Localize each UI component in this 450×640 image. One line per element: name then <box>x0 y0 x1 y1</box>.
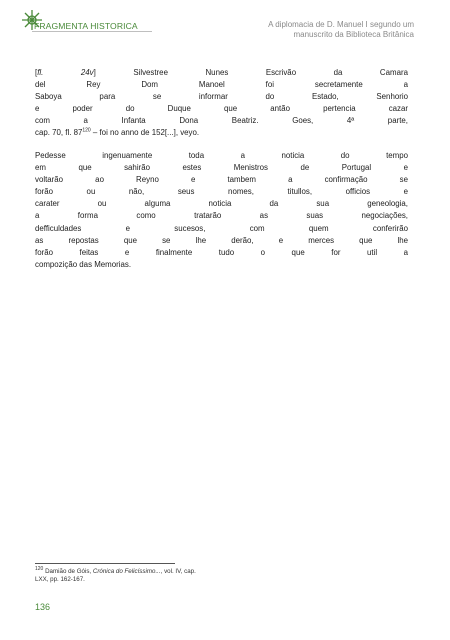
footnote-divider <box>35 563 175 564</box>
running-title-line-2: manuscrito da Biblioteca Britânica <box>293 30 414 39</box>
paragraph-2-line: defficuldades e sucesos, com quem conferirão <box>35 223 408 233</box>
footnote <box>35 565 210 584</box>
paragraph-1-line: cap. 70, fl. $87^{120}$ – foi no anno de 152[...], veyo. <box>35 127 200 138</box>
paragraph-2-line: em que sahirão estes Menistros de Portugal e <box>35 163 408 173</box>
footnote-number: 120 <box>35 565 44 572</box>
paragraph-2-line: compozição das Memorias. <box>35 259 132 269</box>
paragraph-2-line: carater ou alguma noticia da sua geneologia, <box>35 199 408 209</box>
header-divider <box>32 31 152 32</box>
paragraph-2-line: as repostas que se lhe derão, e merces que lhe <box>35 235 408 245</box>
paragraph-1 <box>35 67 408 140</box>
paragraph-2-line: forão feitas e finalmente tudo o que for util a <box>35 247 408 257</box>
folio-reference: fl. 24v <box>37 68 94 77</box>
paragraph-1-line: e poder do Duque que antão pertencia cazar <box>35 104 408 114</box>
footnote-marker[interactable]: 120 <box>82 127 91 134</box>
footnote-line: $^{120}$ Damião de Góis, Crónica do Felicíssimo..., vol. IV, cap. <box>35 565 196 575</box>
paragraph-2-line: voltarão ao Reyno e tambem a confirmação se <box>35 175 408 185</box>
footnote-line: LXX, pp. 162-167. <box>35 576 85 584</box>
page-number: 136 <box>35 602 51 612</box>
header-brand: FRAGMENTA HISTORICA <box>34 21 138 31</box>
running-title <box>224 20 414 40</box>
paragraph-2-line: forão ou não, seus nomes, titullos, officios e <box>35 187 408 197</box>
paragraph-1-line: com a Infanta Dona Beatriz. Goes, 4ª parte, <box>35 116 408 126</box>
paragraph-2 <box>35 150 408 271</box>
paragraph-1-line: [fl. 24v] Silvestree Nunes Escrivão da Camara <box>35 68 408 77</box>
running-title-line-1: A diplomacia de D. Manuel I segundo um <box>268 20 414 29</box>
paragraph-2-line: Pedesse ingenuamente toda a noticia do tempo <box>35 151 408 160</box>
paragraph-1-line: del Rey Dom Manoel foi secretamente a <box>35 80 408 90</box>
paragraph-2-line: a forma como tratarão as suas negociações, <box>35 211 408 221</box>
paragraph-1-line: Saboya para se informar do Estado, Senhorio <box>35 92 408 102</box>
cited-work-title: Crónica do Felicíssimo... <box>92 568 161 575</box>
